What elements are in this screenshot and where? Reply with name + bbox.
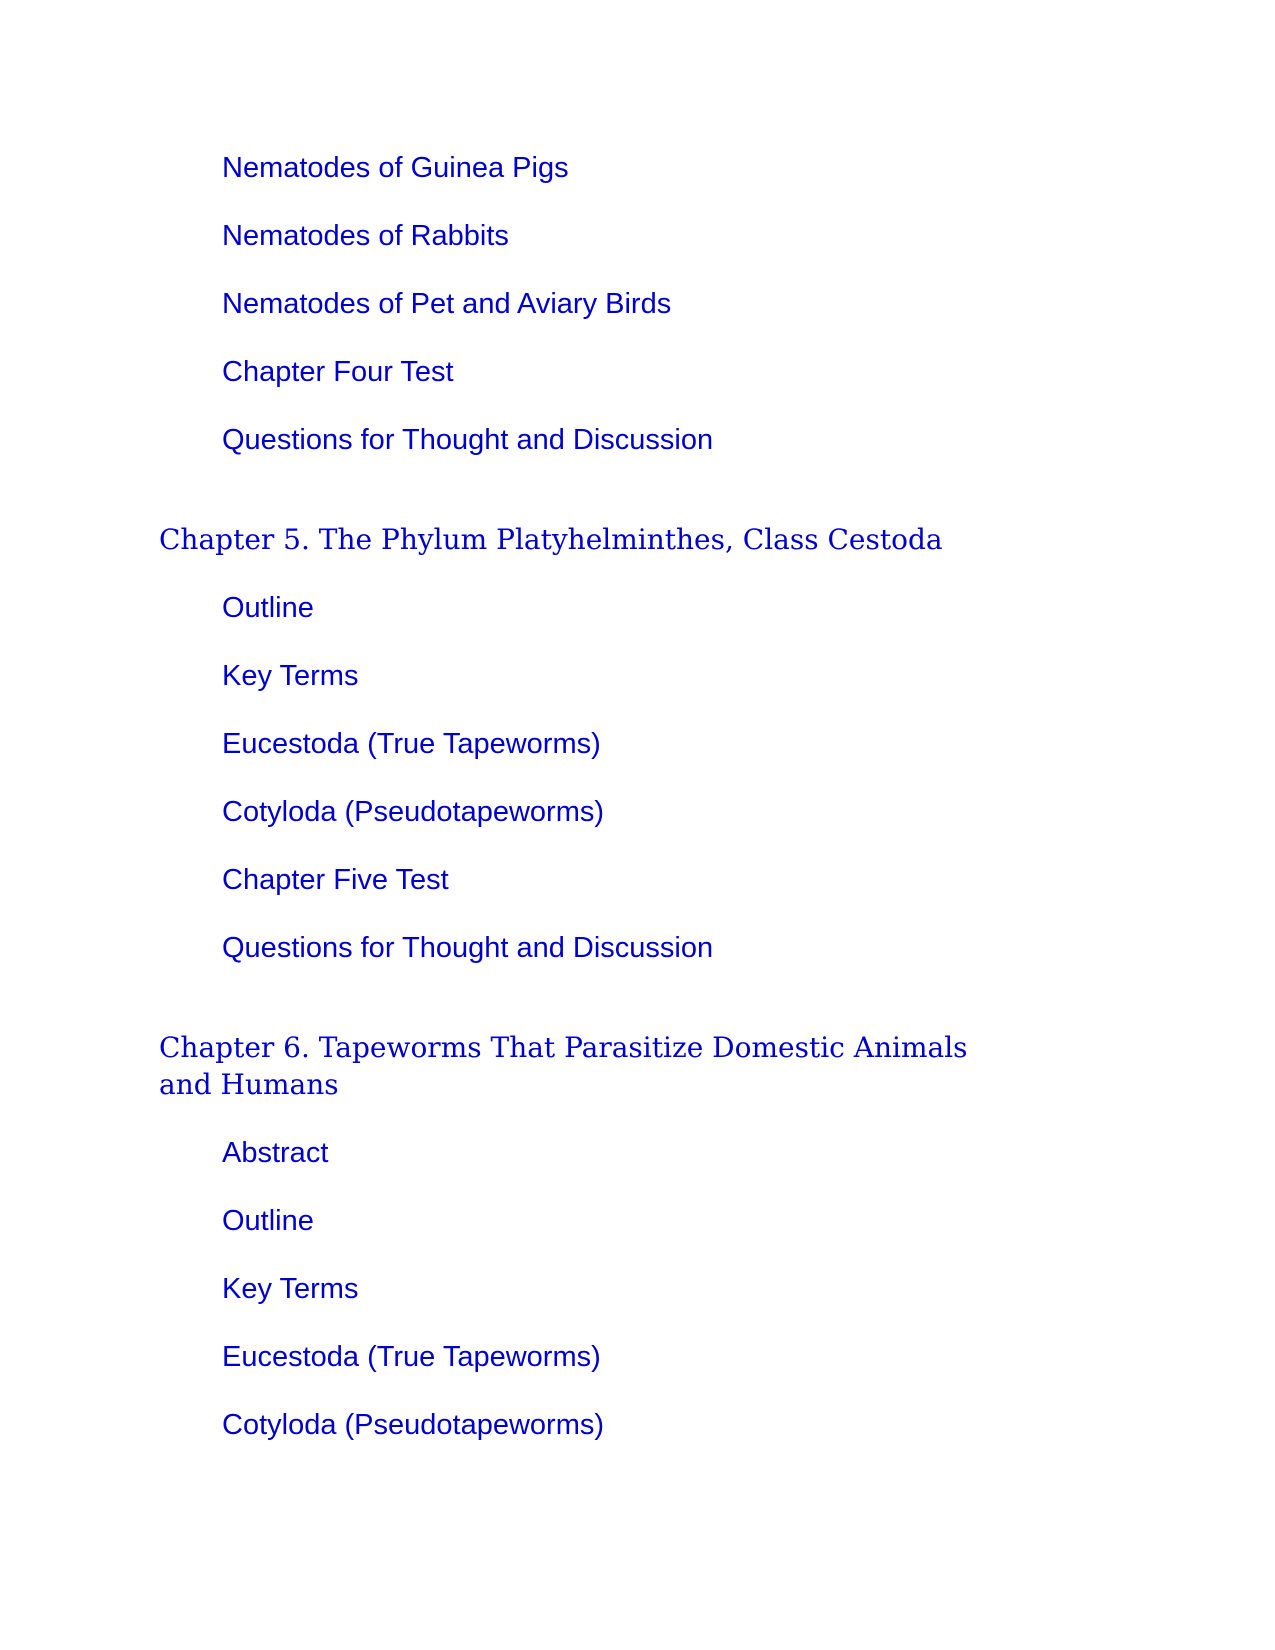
toc-link-ch5-cotyloda[interactable]: Cotyloda (Pseudotapeworms) [222, 796, 605, 828]
toc-link-ch6-abstract[interactable]: Abstract [222, 1137, 329, 1169]
toc-link-chapter-five-test[interactable]: Chapter Five Test [222, 864, 449, 896]
toc-link-ch5-questions[interactable]: Questions for Thought and Discussion [222, 932, 714, 964]
toc-link-ch6-key-terms[interactable]: Key Terms [222, 1273, 359, 1305]
toc-link-ch5-key-terms[interactable]: Key Terms [222, 660, 359, 692]
toc-link-chapter-four-test[interactable]: Chapter Four Test [222, 356, 454, 388]
toc-chapter-5-title[interactable]: Chapter 5. The Phylum Platyhelminthes, Class Cestoda [159, 523, 943, 556]
toc-link-ch4-questions[interactable]: Questions for Thought and Discussion [222, 424, 714, 456]
toc-link-ch5-outline[interactable]: Outline [222, 592, 314, 624]
toc-chapter-6-title[interactable]: Chapter 6. Tapeworms That Parasitize Domestic Animals and Humans [159, 1031, 968, 1101]
toc-link-ch6-eucestoda[interactable]: Eucestoda (True Tapeworms) [222, 1341, 601, 1373]
toc-link-nematodes-guinea-pigs[interactable]: Nematodes of Guinea Pigs [222, 152, 569, 184]
toc-link-ch5-eucestoda[interactable]: Eucestoda (True Tapeworms) [222, 728, 601, 760]
toc-link-nematodes-rabbits[interactable]: Nematodes of Rabbits [222, 220, 509, 252]
toc-link-ch6-cotyloda[interactable]: Cotyloda (Pseudotapeworms) [222, 1409, 605, 1441]
toc-link-nematodes-pet-aviary-birds[interactable]: Nematodes of Pet and Aviary Birds [222, 288, 672, 320]
toc-link-ch6-outline[interactable]: Outline [222, 1205, 314, 1237]
